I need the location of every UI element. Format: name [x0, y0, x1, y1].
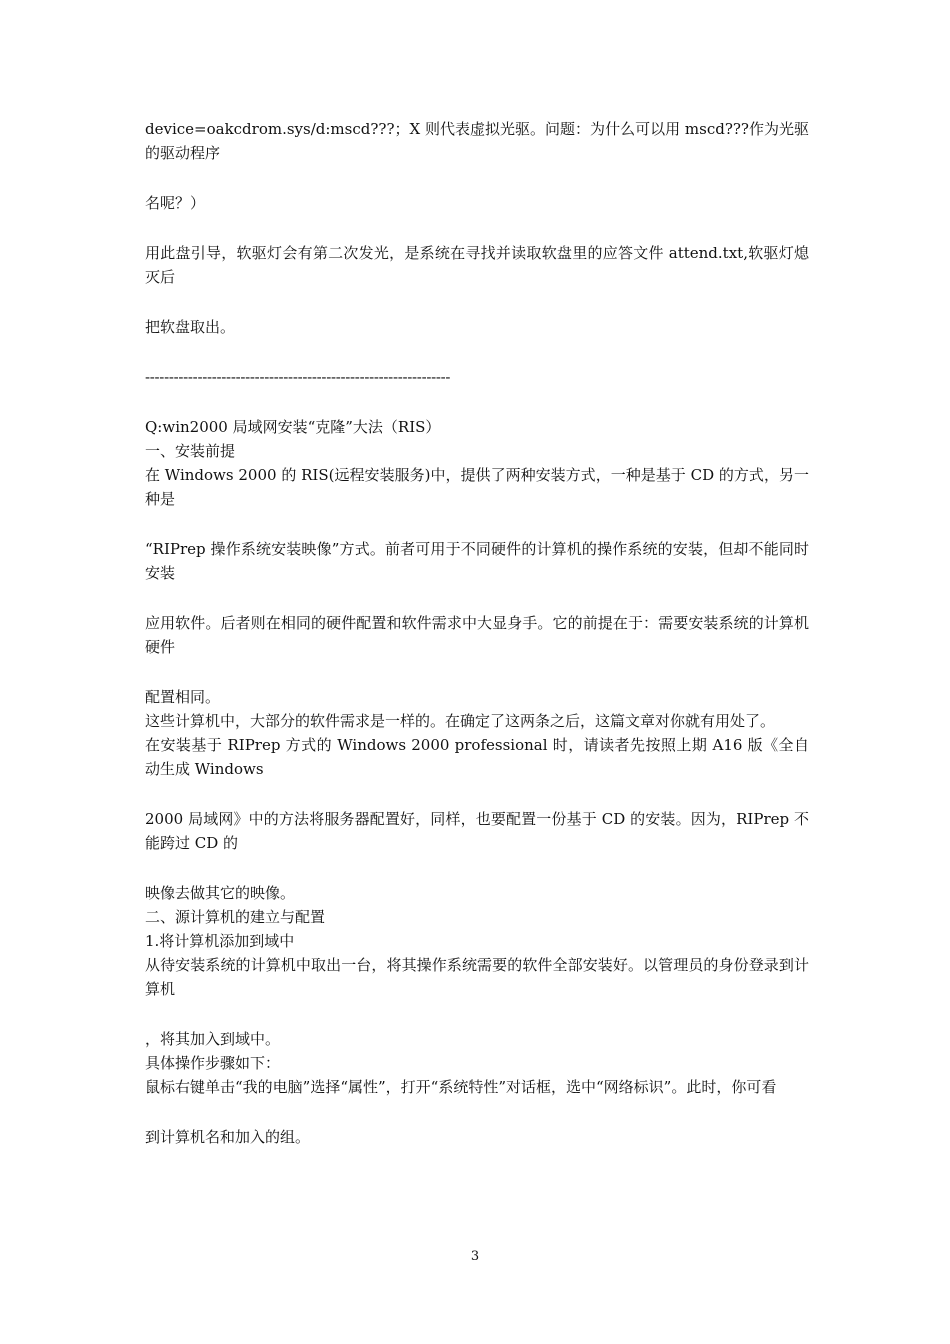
- paragraph: 鼠标右键单击“我的电脑”选择“属性”，打开“系统特性”对话框，选中“网络标识”。此时，你可看: [145, 1078, 777, 1096]
- paragraph: 这些计算机中，大部分的软件需求是一样的。在确定了这两条之后，这篇文章对你就有用处了。: [145, 712, 776, 730]
- section-heading: Q:win2000 局域网安装“克隆”大法（RIS）: [145, 418, 441, 436]
- page-number: 3: [470, 1249, 480, 1264]
- paragraph: ，将其加入到域中。: [145, 1030, 281, 1048]
- subheading: 二、源计算机的建立与配置: [145, 908, 326, 926]
- paragraph: 具体操作步骤如下：: [145, 1054, 281, 1072]
- paragraph: 用此盘引导，软驱灯会有第二次发光，是系统在寻找并读取软盘里的应答文件 attend.txt,软驱灯熄灭后: [145, 244, 809, 286]
- document-body: [145, 117, 809, 1149]
- paragraph: 配置相同。: [145, 688, 221, 706]
- paragraph: device=oakcdrom.sys/d:mscd???；X 则代表虚拟光驱。问题：为什么可以用 mscd???作为光驱的驱动程序: [145, 120, 809, 162]
- subheading: 1.将计算机添加到域中: [145, 932, 295, 950]
- paragraph: 映像去做其它的映像。: [145, 884, 296, 902]
- subheading: 一、安装前提: [145, 442, 236, 460]
- paragraph: 在 Windows 2000 的 RIS(远程安装服务)中，提供了两种安装方式，一种是基于 CD 的方式，另一种是: [145, 466, 809, 508]
- paragraph: 应用软件。后者则在相同的硬件配置和软件需求中大显身手。它的前提在于：需要安装系统的计算机硬件: [145, 614, 809, 656]
- paragraph: “RIPrep 操作系统安装映像”方式。前者可用于不同硬件的计算机的操作系统的安装，但却不能同时安装: [145, 540, 809, 582]
- paragraph: 名呢？）: [145, 194, 206, 212]
- separator-line: ----------------------------------------------------------------: [145, 368, 451, 386]
- paragraph: 在安装基于 RIPrep 方式的 Windows 2000 professional 时，请读者先按照上期 A16 版《全自动生成 Windows: [145, 736, 809, 778]
- paragraph: 把软盘取出。: [145, 318, 236, 336]
- paragraph: 2000 局域网》中的方法将服务器配置好，同样，也要配置一份基于 CD 的安装。因为，RIPrep 不能跨过 CD 的: [145, 810, 809, 852]
- paragraph: 从待安装系统的计算机中取出一台，将其操作系统需要的软件全部安装好。以管理员的身份登录到计算机: [145, 956, 809, 998]
- paragraph: 到计算机名和加入的组。: [145, 1128, 311, 1146]
